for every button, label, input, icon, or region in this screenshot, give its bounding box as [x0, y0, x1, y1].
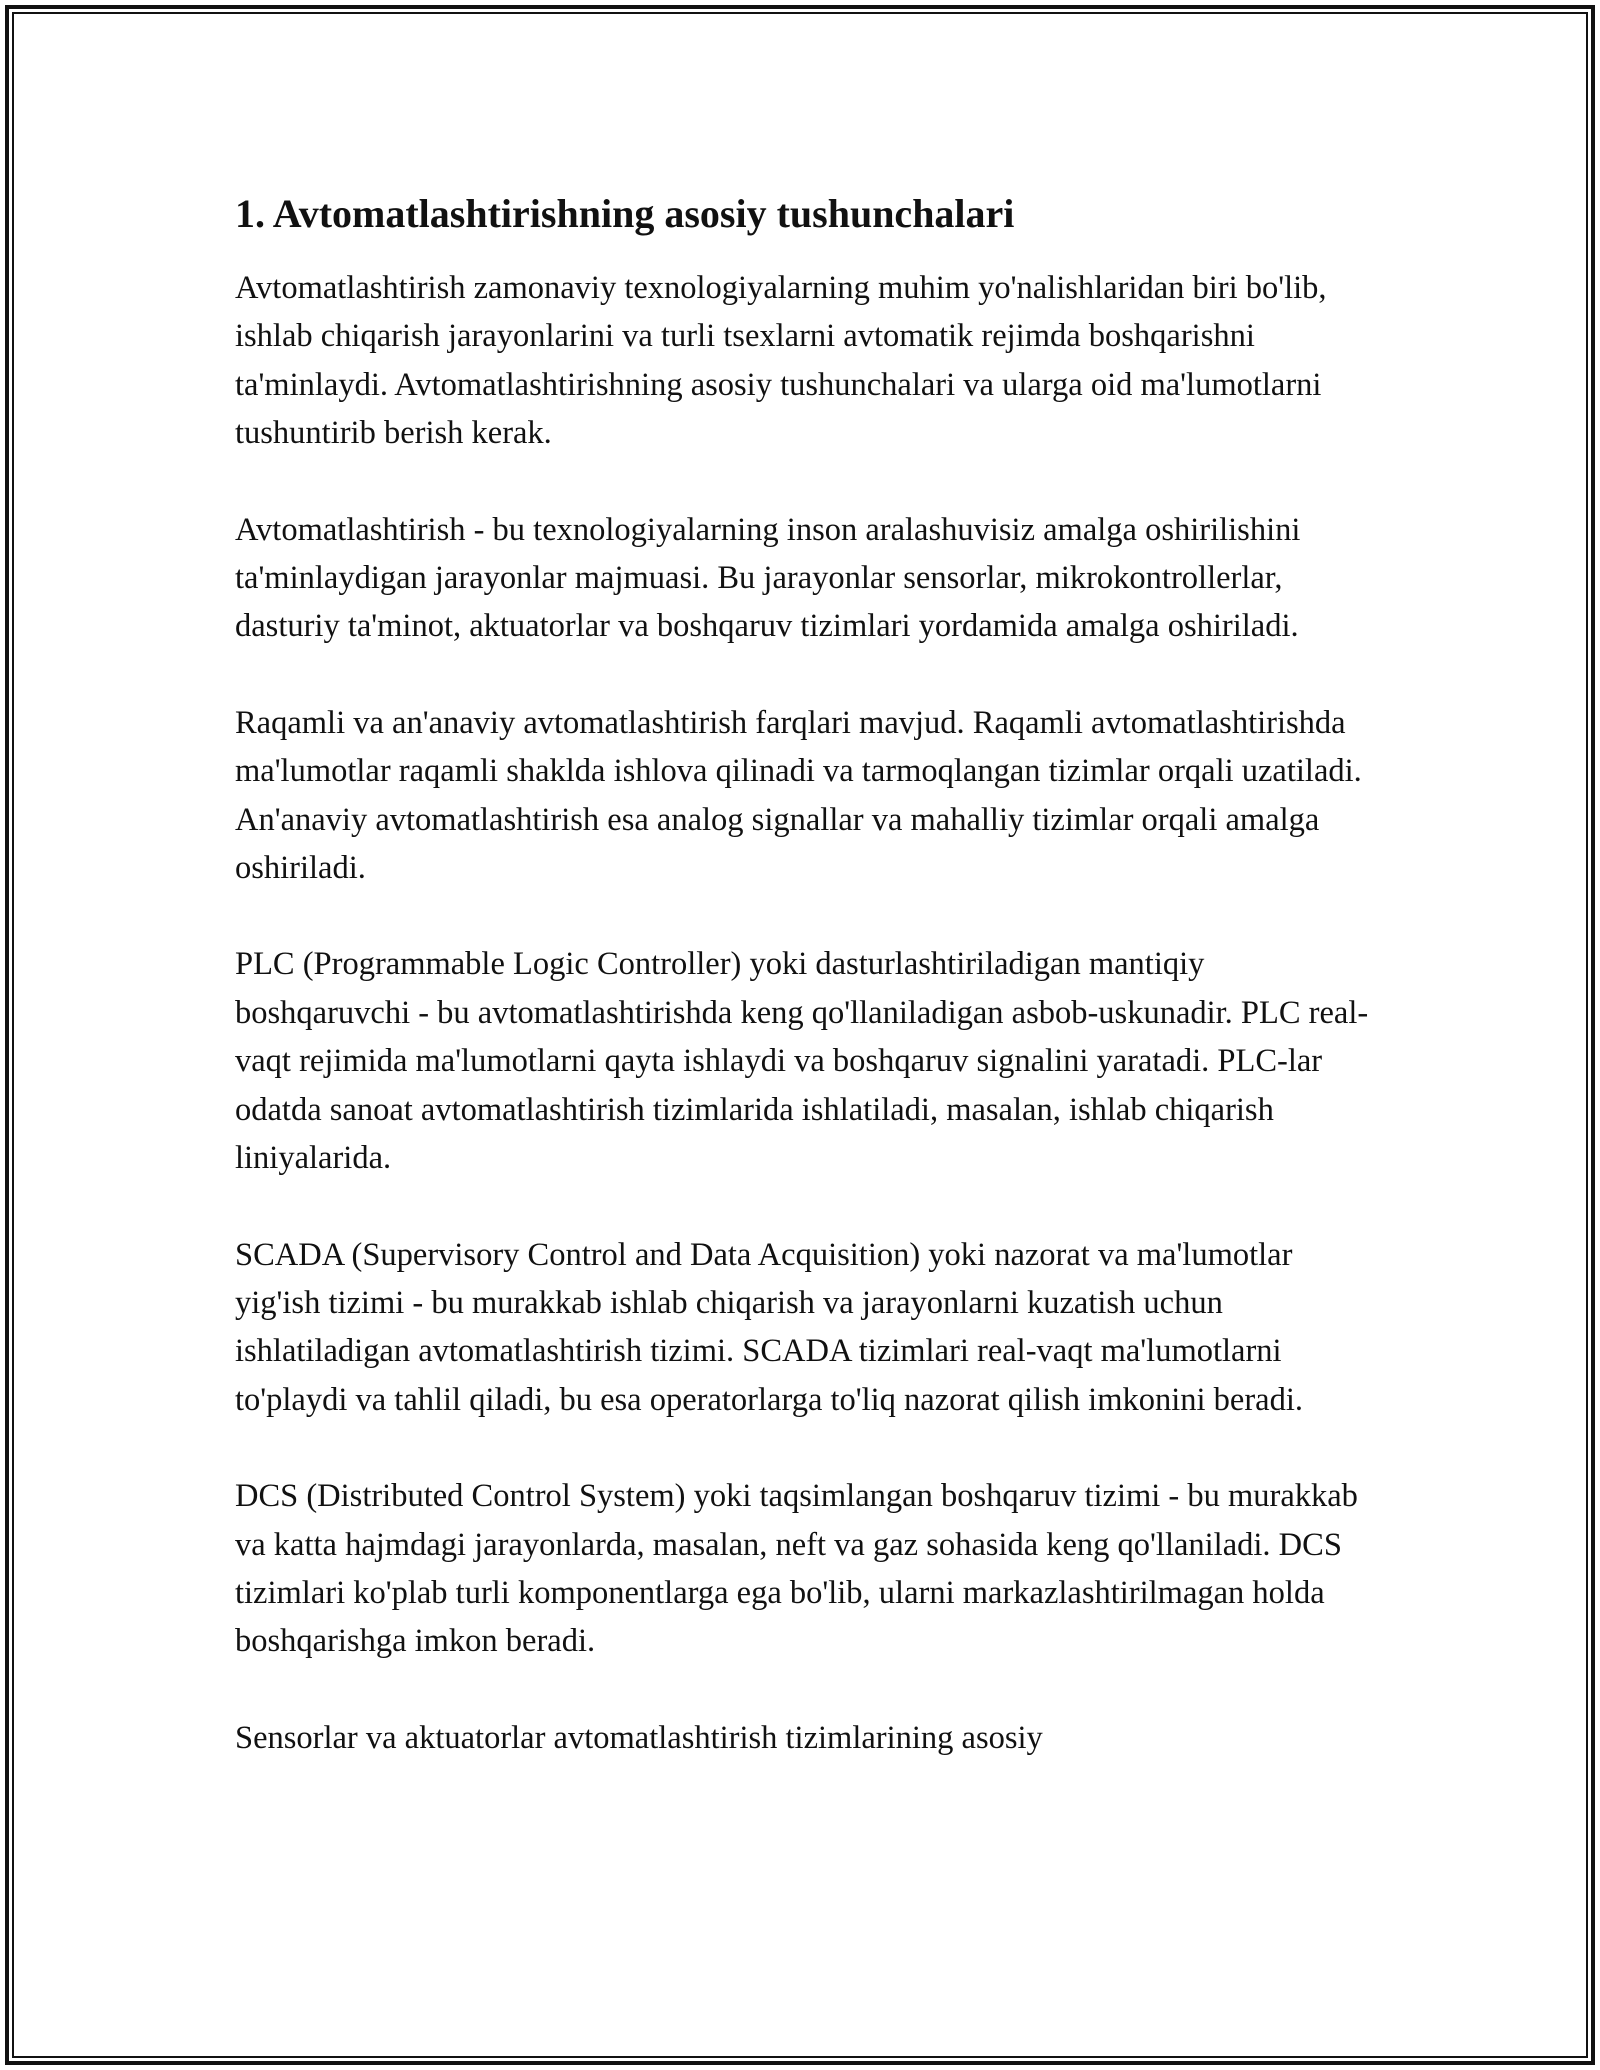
paragraph-definition: Avtomatlashtirish - bu texnologiyalarning inson aralashuvisiz amalga oshirilishini ta'minlaydigan jarayonlar majmuasi. Bu jarayonlar sensorlar, mikrokontrollerlar, dasturiy ta'minot, aktuatorlar va boshqaruv tizimlari yordamida amalga oshiriladi. [235, 511, 1301, 645]
section-heading: 1. Avtomatlashtirishning asosiy tushunchalari [235, 191, 1015, 236]
paragraph-plc: PLC (Programmable Logic Controller) yoki dasturlashtiriladigan mantiqiy boshqaruvchi - bu avtomatlashtirishda keng qo'llaniladigan asbob-uskunadir. PLC real-vaqt rejimida ma'lumotlarni qayta ishlaydi va boshqaruv signalini yaratadi. PLC-lar odatda sanoat avtomatlashtirish tizimlarida ishlatiladi, masalan, ishlab chiqarish liniyalarida. [235, 946, 1369, 1177]
paragraph-sensors: Sensorlar va aktuatorlar avtomatlashtirish tizimlarining asosiy [235, 1719, 1043, 1756]
paragraph-dcs: DCS (Distributed Control System) yoki taqsimlangan boshqaruv tizimi - bu murakkab va katta hajmdagi jarayonlarda, masalan, neft va gaz sohasida keng qo'llaniladi. DCS tizimlari ko'plab turli komponentlarga ega bo'lib, ularni markazlashtirilmagan holda boshqarishga imkon beradi. [235, 1478, 1358, 1660]
paragraph-scada: SCADA (Supervisory Control and Data Acquisition) yoki nazorat va ma'lumotlar yig'ish tizimi - bu murakkab ishlab chiqarish va jarayonlarni kuzatish uchun ishlatiladigan avtomatlashtirish tizimi. SCADA tizimlari real-vaqt ma'lumotlarni to'playdi va tahlil qiladi, bu esa operatorlarga to'liq nazorat qilish imkonini beradi. [235, 1236, 1303, 1418]
document-body [235, 188, 1375, 1810]
paragraph-intro: Avtomatlashtirish zamonaviy texnologiyalarning muhim yo'nalishlaridan biri bo'lib, ishlab chiqarish jarayonlarini va turli tsexlarni avtomatik rejimda boshqarishni ta'minlaydi. Avtomatlashtirishning asosiy tushunchalari va ularga oid ma'lumotlarni tushuntirib berish kerak. [235, 270, 1327, 452]
paragraph-digital-vs-traditional: Raqamli va an'anaviy avtomatlashtirish farqlari mavjud. Raqamli avtomatlashtirishda ma'lumotlar raqamli shaklda ishlova qilinadi va tarmoqlangan tizimlar orqali uzatiladi. An'anaviy avtomatlashtirish esa analog signallar va mahalliy tizimlar orqali amalga oshiriladi. [235, 704, 1362, 887]
